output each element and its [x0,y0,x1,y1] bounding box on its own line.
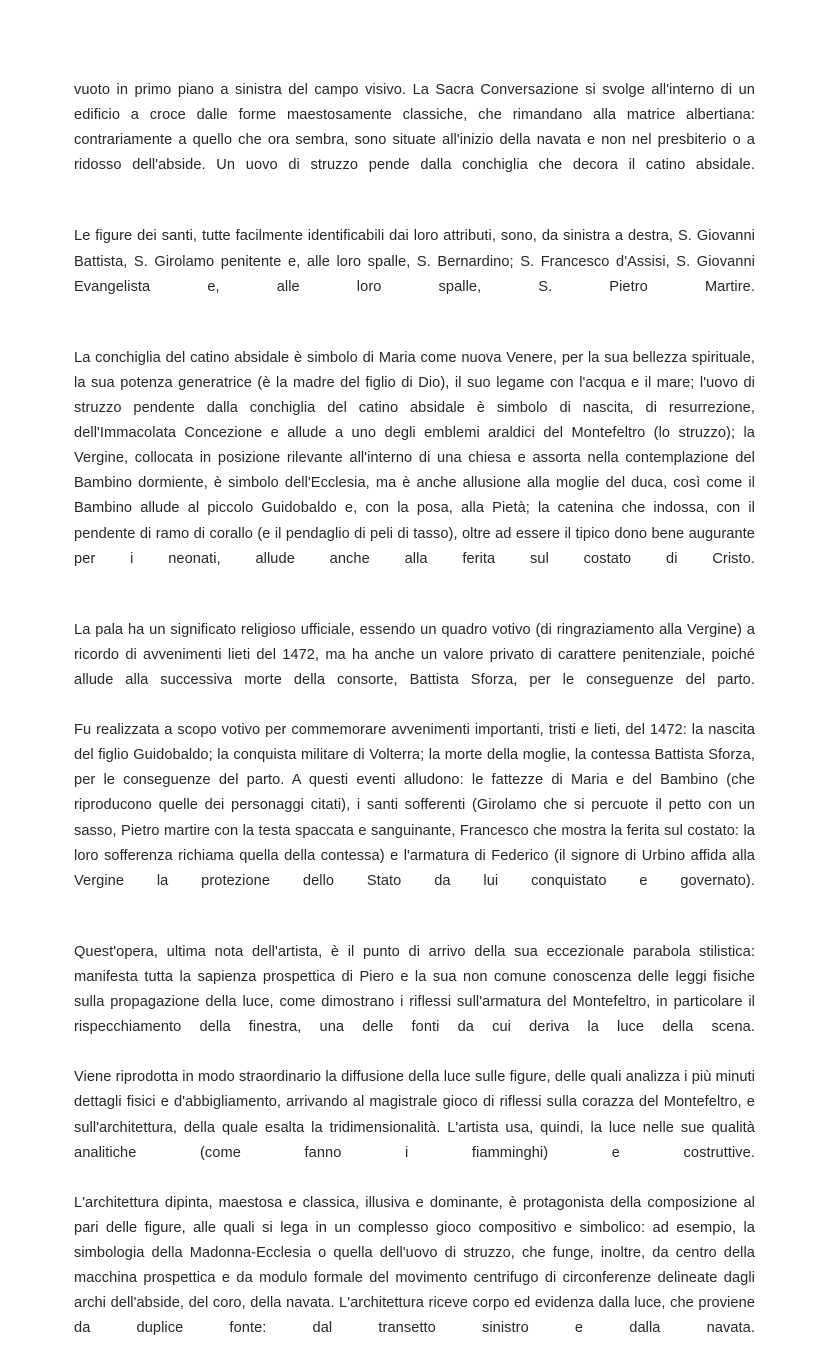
paragraph-run: Quest'opera, ultima nota dell'artista, è il punto di arrivo della sua eccezionale parabola stilistica: manifesta tutta la sapienza prospettica di Piero e la sua non comune conoscenza delle leggi fisiche sulla propagazione della luce, come dimostrano i riflessi sull'armatura del Montefeltro, in particolare il rispecchiamento della finestra, una delle fonti da cui deriva la luce della scena. [74,943,755,1036]
paragraph-block [74,618,755,919]
paragraph-run: L'architettura dipinta, maestosa e classica, illusiva e dominante, è protagonista della composizione al pari delle figure, alle quali si lega in un complesso gioco compositivo e simbolico: ad esempio, la simbologia della Madonna-Ecclesia o quella dell'uovo di struzzo, che funge, inoltre, da centro della macchina prospettica e da modulo formale del movimento centrifugo di circonferenze delineate dagli archi dell'abside, del coro, della navata. L'architettura riceve corpo ed evidenza dalla luce, che proviene da duplice fonte: dal transetto sinistro e dalla navata. [74,1194,755,1337]
paragraph-run: La pala ha un significato religioso ufficiale, essendo un quadro votivo (di ringraziamento alla Vergine) a ricordo di avvenimenti lieti del 1472, ma ha anche un valore privato di carattere penitenziale, poiché allude alla successiva morte della consorte, Battista Sforza, per le conseguenze del parto. [74,621,755,688]
paragraph-run: Viene riprodotta in modo straordinario la diffusione della luce sulle figure, delle quali analizza i più minuti dettagli fisici e d'abbigliamento, arrivando al magistrale gioco di riflessi sulla corazza del Montefeltro, e sull'architettura, della quale esalta la tridimensionalità. L'artista usa, quindi, la luce nelle sue qualità analitiche (come fanno i fiamminghi) e costruttive. [74,1069,755,1161]
paragraph-run: Le figure dei santi, tutte facilmente identificabili dai loro attributi, sono, da sinistra a destra, S. Giovanni Battista, S. Girolamo penitente e, alle loro spalle, S. Bernardino; S. Francesco d'Assisi, S. Giovanni Evangelista e, alle loro spalle, S. Pietro Martire. [74,228,755,295]
paragraph-block [74,346,755,597]
document-text-column [74,78,755,1367]
paragraph-run: La conchiglia del catino absidale è simbolo di Maria come nuova Venere, per la sua bellezza spirituale, la sua potenza generatrice (è la madre del figlio di Dio), il suo legame con l'acqua e il mare; l'uovo di struzzo pendente dalla conchiglia del catino absidale è simbolo di nascita, di resurrezione, dell'Immacolata Concezione e allude a uno degli emblemi araldici del Montefeltro (lo struzzo); la Vergine, collocata in posizione rilevante all'interno di una chiesa e assorta nella contemplazione del Bambino dormiente, è simbolo dell'Ecclesia, ma è anche allusione alla moglie del duca, così come il Bambino allude al piccolo Guidobaldo e, con la posa, alla Pietà; la catenina che indossa, con il pendente di ramo di corallo (e il pendaglio di peli di tasso), oltre ad essere il tipico dono bene augurante per i neonati, allude anche alla ferita sul costato di Cristo. [74,349,755,567]
paragraph-block [74,940,755,1367]
paragraph-block [74,78,755,203]
paragraph-block [74,224,755,324]
paragraph-run: Fu realizzata a scopo votivo per commemorare avvenimenti importanti, tristi e lieti, del 1472: la nascita del figlio Guidobaldo; la conquista militare di Volterra; la morte della moglie, la contessa Battista Sforza, per le conseguenze del parto. A questi eventi alludono: le fattezze di Maria e del Bambino (che riproducono quelle dei personaggi citati), i santi sofferenti (Girolamo che si percuote il petto con un sasso, Pietro martire con la testa spaccata e sanguinante, Francesco che mostra la ferita sul costato: la loro sofferenza richiama quella della contessa) e l'armatura di Federico (il signore di Urbino affida alla Vergine la protezione dello Stato da lui conquistato e governato). [74,722,755,889]
paragraph-run: vuoto in primo piano a sinistra del campo visivo. La Sacra Conversazione si svolge all'interno di un edificio a croce dalle forme maestosamente classiche, che rimandano alla matrice albertiana: contrariamente a quello che ora sembra, sono situate all'inizio della navata e non nel presbiterio o a ridosso dell'abside. Un uovo di struzzo pende dalla conchiglia che decora il catino absidale. [74,82,755,174]
